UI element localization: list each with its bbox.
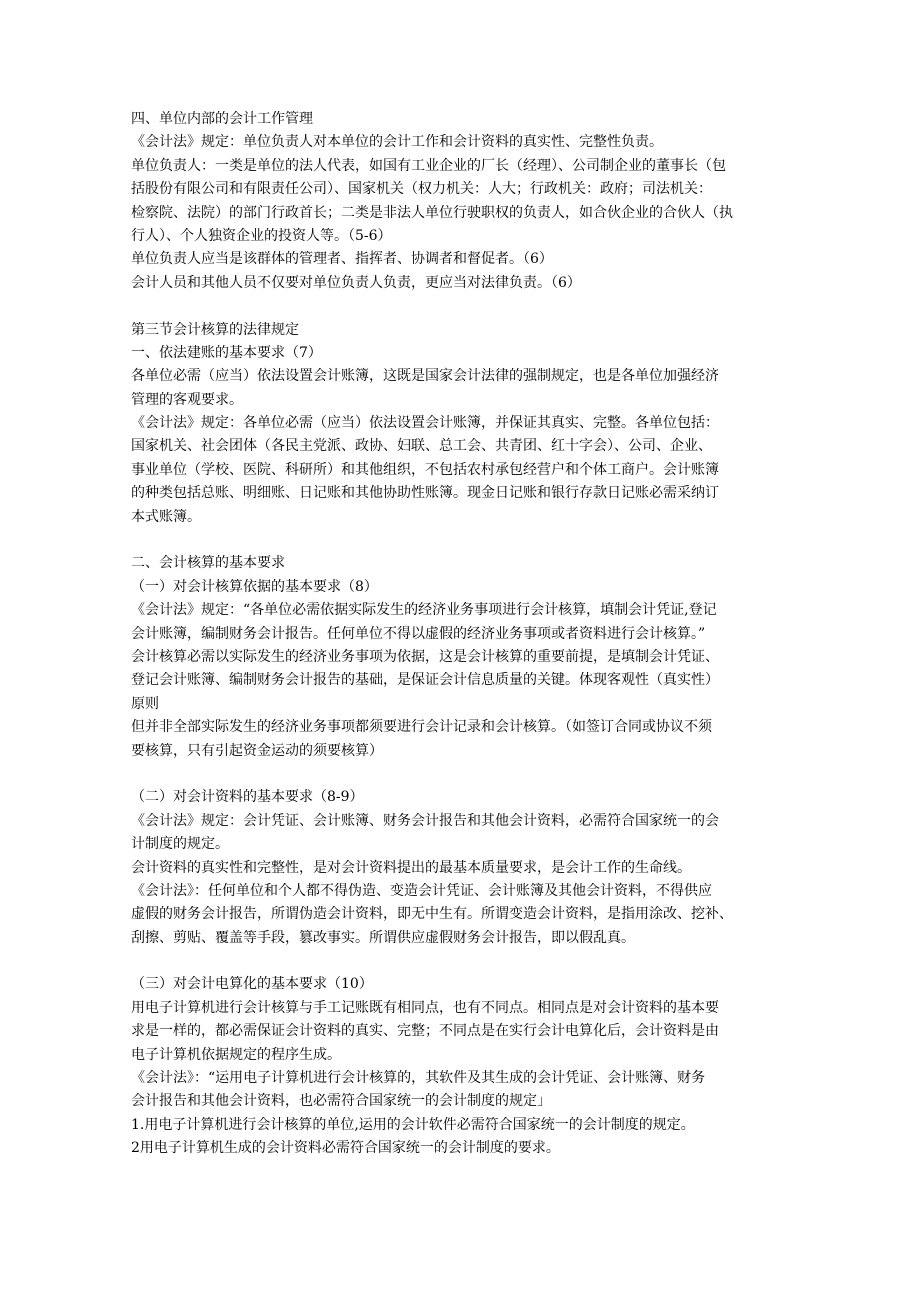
paragraph-gap <box>131 763 801 786</box>
text-line: 会计报告和其他会计资料，也必需符合国家统一的会计制度的规定」 <box>131 1093 551 1110</box>
paragraph-gap <box>131 295 801 318</box>
text-line: 2用电子计算机生成的会计资料必需符合国家统一的会计制度的要求。 <box>131 1140 560 1157</box>
text-line: 刮擦、剪贴、覆盖等手段，篡改事实。所谓供应虚假财务会计报告，即以假乱真。 <box>131 929 635 946</box>
text-line: 《会计法》规定：各单位必需（应当）依法设置会计账簿，并保证其真实、完整。各单位包括： <box>131 415 719 432</box>
text-line: 国家机关、社会团体（各民主党派、政协、妇联、总工会、共青团、红十字会）、公司、企业、 <box>131 438 712 455</box>
text-line: （一）对会计核算依据的基本要求（8） <box>131 578 378 595</box>
text-line: 但并非全部实际发生的经济业务事项都须要进行会计记录和会计核算。（如签订合同或协议不须 <box>131 719 712 736</box>
text-line: 《会计法》规定：会计凭证、会计账簿、财务会计报告和其他会计资料，必需符合国家统一的会 <box>131 812 719 829</box>
text-line: 虚假的财务会计报告，所谓伪造会计资料，即无中生有。所谓变造会计资料，是指用涂改、挖补、 <box>131 906 733 923</box>
text-line: 求是一样的，都必需保证会计资料的真实、完整；不同点是在实行会计电算化后，会计资料是由 <box>131 1023 719 1040</box>
text-line: 《会计法》：“运用电子计算机进行会计核算的，其软件及其生成的会计凭证、会计账簿、财务 <box>131 1070 706 1087</box>
text-line: 事业单位（学校、医院、科研所）和其他组织，不包括农村承包经营户和个体工商户。会计账簿 <box>131 461 719 478</box>
text-line: 会计账簿，编制财务会计报告。任何单位不得以虚假的经济业务事项或者资料进行会计核算。” <box>131 625 706 642</box>
text-line: 要核算，只有引起资金运动的须要核算） <box>131 742 383 759</box>
text-line: 本式账簿。 <box>131 508 201 525</box>
text-line: 单位负责人：一类是单位的法人代表，如国有工业企业的厂长（经理）、公司制企业的董事长（包 <box>131 157 726 174</box>
text-line: 会计资料的真实性和完整性，是对会计资料提出的最基本质量要求，是会计工作的生命线。 <box>131 859 691 876</box>
document-body <box>131 108 801 1161</box>
text-line: 括股份有限公司和有限责任公司）、国家机关（权力机关：人大；行政机关：政府；司法机关： <box>131 181 712 198</box>
text-line: 《会计法》规定：单位负责人对本单位的会计工作和会计资料的真实性、完整性负责。 <box>131 134 663 151</box>
text-line: 一、依法建账的基本要求（7） <box>131 344 322 361</box>
paragraph-gap <box>131 950 801 973</box>
text-line: 四、单位内部的会计工作管理 <box>131 111 313 127</box>
text-line: 二、会计核算的基本要求 <box>131 555 285 572</box>
text-line: 会计核算必需以实际发生的经济业务事项为依据，这是会计核算的重要前提，是填制会计凭证、 <box>131 648 719 665</box>
text-line: （二）对会计资料的基本要求（8-9） <box>131 789 364 806</box>
text-line: 用电子计算机进行会计核算与手工记账既有相同点，也有不同点。相同点是对会计资料的基本要 <box>131 999 719 1016</box>
text-line: （三）对会计电算化的基本要求（10） <box>131 976 373 993</box>
text-line: 第三节会计核算的法律规定 <box>131 321 299 338</box>
text-line: 登记会计账簿、编制财务会计报告的基础，是保证会计信息质量的关键。体现客观性（真实性） <box>131 672 719 689</box>
text-line: 1.用电子计算机进行会计核算的单位,运用的会计软件必需符合国家统一的会计制度的规定。 <box>131 1116 695 1133</box>
text-line: 《会计法》规定：“各单位必需依据实际发生的经济业务事项进行会计核算，填制会计凭证,登记 <box>131 602 717 619</box>
text-line: 的种类包括总账、明细账、日记账和其他协助性账簿。现金日记账和银行存款日记账必需采纳订 <box>131 485 719 502</box>
text-line: 《会计法》：任何单位和个人都不得伪造、变造会计凭证、会计账簿及其他会计资料，不得供应 <box>131 882 712 899</box>
paragraph-gap <box>131 529 801 552</box>
text-line: 电子计算机依据规定的程序生成。 <box>131 1046 341 1063</box>
text-line: 各单位必需（应当）依法设置会计账簿，这既是国家会计法律的强制规定，也是各单位加强经济 <box>131 368 719 385</box>
text-line: 管理的客观要求。 <box>131 391 243 408</box>
text-line: 行人）、个人独资企业的投资人等。（5-6） <box>131 227 392 244</box>
text-line: 会计人员和其他人员不仅要对单位负责人负责，更应当对法律负责。（6） <box>131 274 581 291</box>
text-line: 检察院、法院）的部门行政首长；二类是非法人单位行驶职权的负责人，如合伙企业的合伙人（执 <box>131 204 733 221</box>
text-line: 计制度的规定。 <box>131 836 229 853</box>
text-line: 单位负责人应当是该群体的管理者、指挥者、协调者和督促者。（6） <box>131 251 553 268</box>
text-line: 原则 <box>131 695 159 712</box>
